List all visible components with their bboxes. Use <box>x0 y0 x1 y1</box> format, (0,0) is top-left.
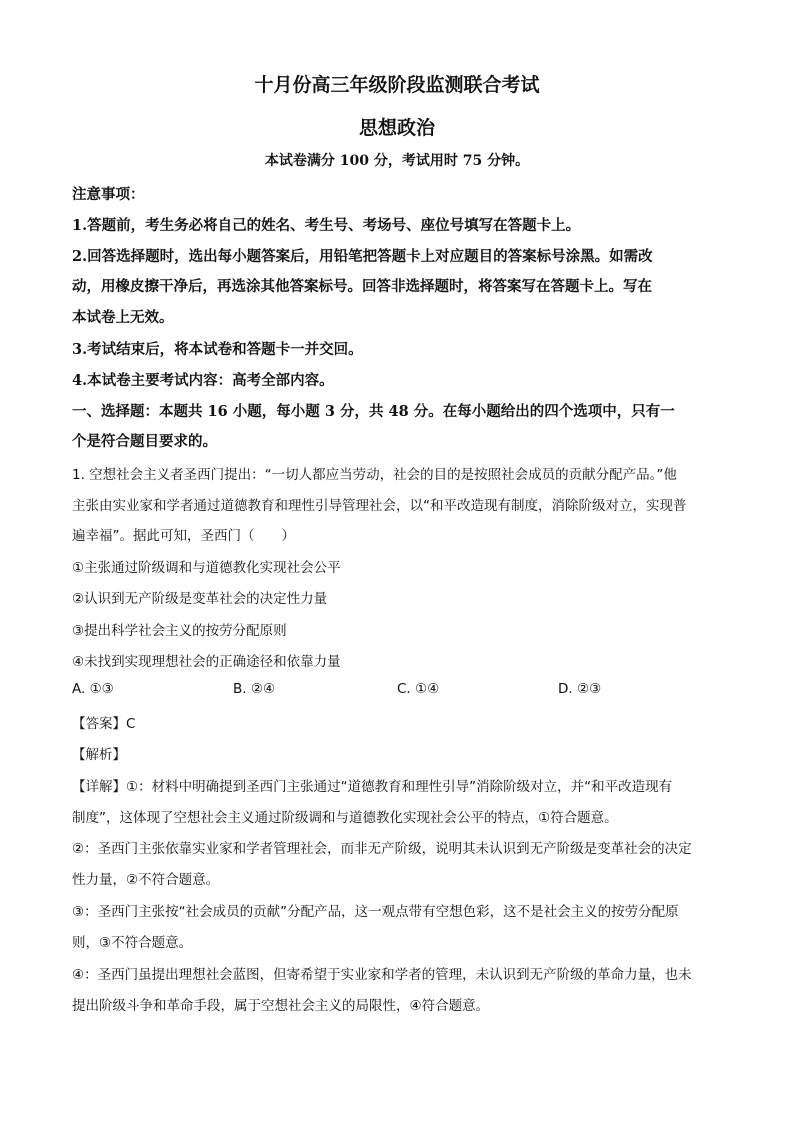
analysis-label: 【解析】 <box>72 747 126 763</box>
option-a: A. ①③ <box>72 681 114 697</box>
option-d: D. ②③ <box>558 681 602 697</box>
detail-line-4: 性力量，②不符合题意。 <box>72 872 220 888</box>
detail-line-6: 则，③不符合题意。 <box>72 935 193 951</box>
question-1-stem-line-1: 1. 空想社会主义者圣西门提出：“一切人都应当劳动，社会的目的是按照社会成员的贡献分配产品。”他 <box>72 467 677 483</box>
option-c: C. ①④ <box>397 681 440 697</box>
question-1-stem-line-2: 主张由实业家和学者通过道德教育和理性引导管理社会，以“和平改造现有制度，消除阶级对立，实现普 <box>72 498 687 514</box>
note-item-2-line-2: 动，用橡皮擦干净后，再选涂其他答案标号。回答非选择题时，将答案写在答题卡上。写在 <box>72 278 652 295</box>
note-item-3: 3.考试结束后，将本试卷和答题卡一并交回。 <box>72 341 363 358</box>
detail-line-5: ③：圣西门主张按“社会成员的贡献”分配产品，这一观点带有空想色彩，这不是社会主义的按劳分配原 <box>72 904 679 920</box>
subject-title: 思想政治 <box>358 117 435 139</box>
detail-line-8: 提出阶级斗争和革命手段，属于空想社会主义的局限性，④符合题意。 <box>72 998 490 1014</box>
section-heading-line-1: 一、选择题：本题共 16 小题，每小题 3 分，共 48 分。在每小题给出的四个选项中，只有一 <box>72 403 675 420</box>
exam-info: 本试卷满分 100 分，考试用时 75 分钟。 <box>264 153 530 169</box>
detail-line-3: ②：圣西门主张依靠实业家和学者管理社会，而非无产阶级，说明其未认识到无产阶级是变革社会的决定 <box>72 841 692 857</box>
statement-2: ②认识到无产阶级是变革社会的决定性力量 <box>72 591 328 607</box>
note-item-4: 4.本试卷主要考试内容：高考全部内容。 <box>72 372 334 389</box>
detail-line-1: 【详解】①：材料中明确提到圣西门主张通过“道德教育和理性引导”消除阶级对立，并“和平改造现有 <box>72 779 673 795</box>
section-heading-line-2: 个是符合题目要求的。 <box>72 433 217 450</box>
note-item-2-line-1: 2.回答选择题时，选出每小题答案后，用铅笔把答题卡上对应题目的答案标号涂黑。如需改 <box>72 248 653 265</box>
statement-4: ④未找到实现理想社会的正确途径和依靠力量 <box>72 654 341 670</box>
question-1-stem-line-3: 遍幸福”。据此可知，圣西门（ ） <box>72 528 295 544</box>
option-b: B. ②④ <box>233 681 276 697</box>
detail-line-7: ④：圣西门虽提出理想社会蓝图，但寄希望于实业家和学者的管理，未认识到无产阶级的革命力量，也未 <box>72 967 692 983</box>
exam-title: 十月份高三年级阶段监测联合考试 <box>254 74 540 96</box>
detail-line-2: 制度”，这体现了空想社会主义通过阶级调和与道德教化实现社会公平的特点，①符合题意。 <box>72 810 618 826</box>
note-item-1: 1.答题前，考生务必将自己的姓名、考生号、考场号、座位号填写在答题卡上。 <box>72 217 581 234</box>
note-item-2-line-3: 本试卷上无效。 <box>72 309 174 326</box>
notes-heading: 注意事项： <box>72 186 145 203</box>
statement-1: ①主张通过阶级调和与道德教化实现社会公平 <box>72 560 341 576</box>
answer-label: 【答案】C <box>72 716 136 732</box>
statement-3: ③提出科学社会主义的按劳分配原则 <box>72 623 287 639</box>
